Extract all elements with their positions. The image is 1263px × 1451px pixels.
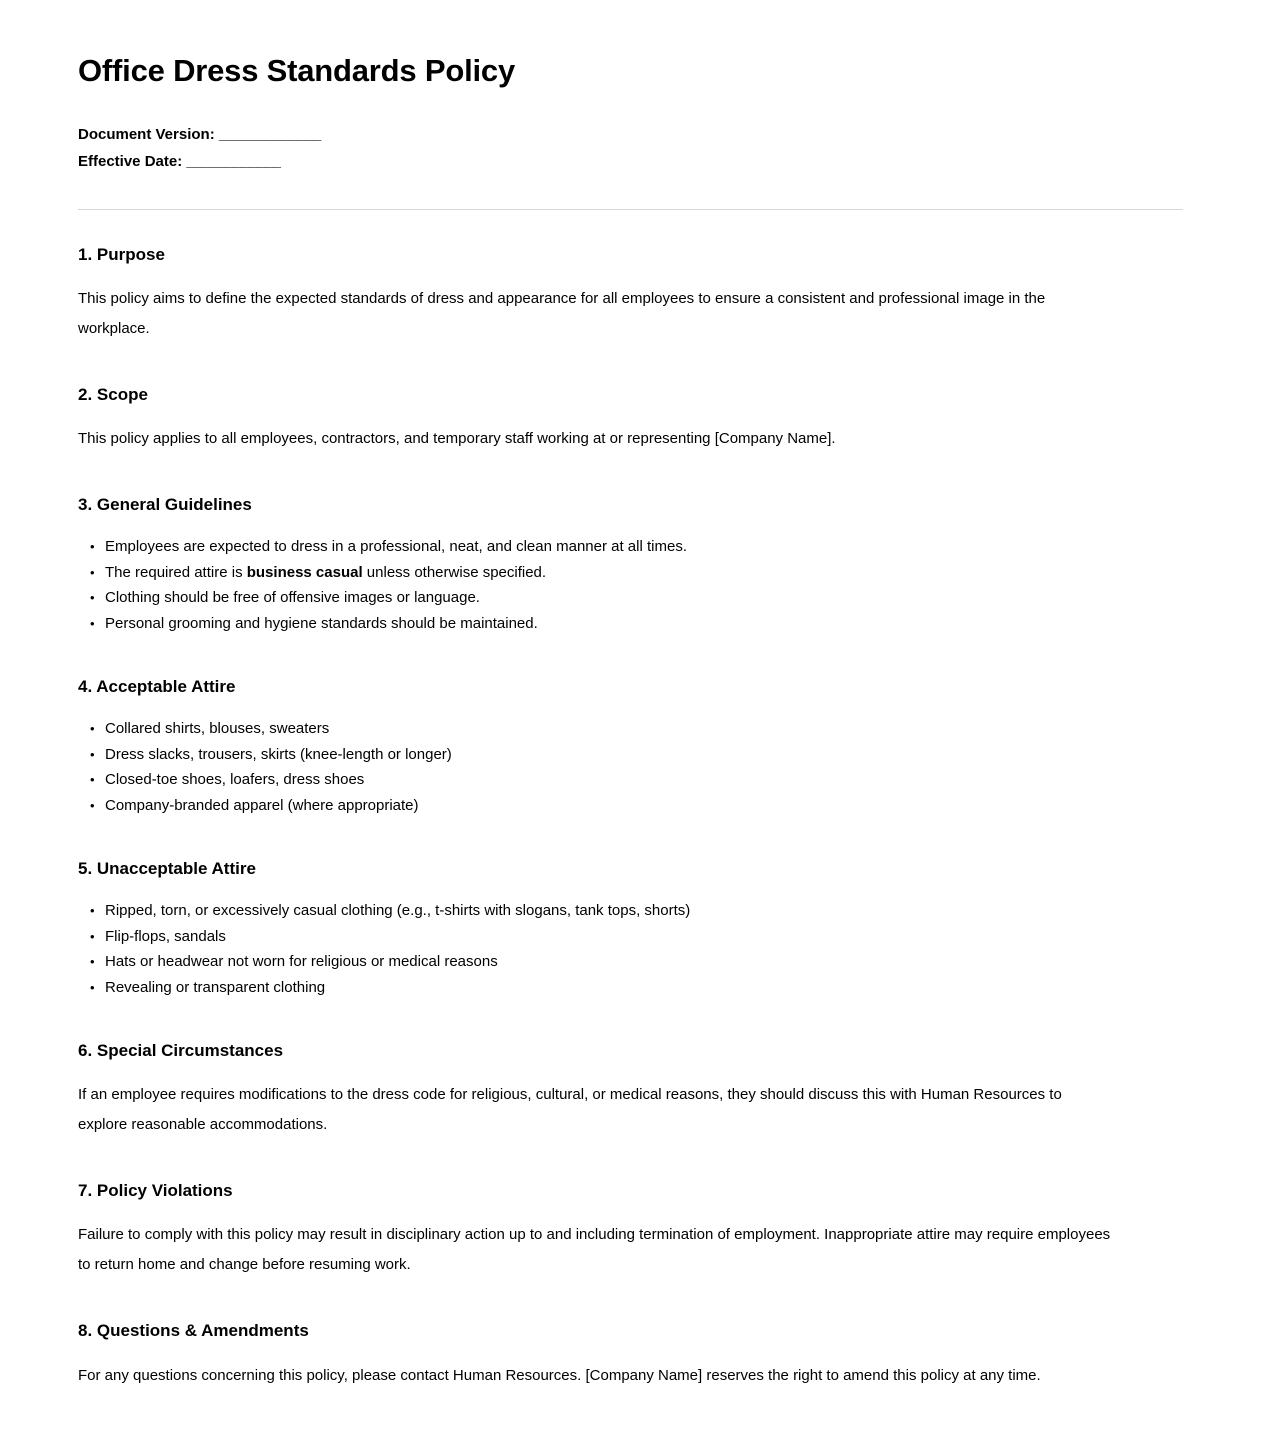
list-item: • Dress slacks, trousers, skirts (knee-length or longer) xyxy=(78,742,1113,768)
section-paragraph-policy-violations: Failure to comply with this policy may result in disciplinary action up to and including termination of employment. Inappropriate attire may require employees to return home and change before resuming work. xyxy=(78,1226,1111,1274)
section-heading-scope: 2. Scope xyxy=(78,384,148,404)
list-item: • Hats or headwear not worn for religious or medical reasons xyxy=(78,949,1113,975)
section-paragraph-questions-amendments: For any questions concerning this policy, please contact Human Resources. [Company Name] reserves the right to amend this policy at any time. xyxy=(78,1366,1041,1384)
section-heading-acceptable-attire: 4. Acceptable Attire xyxy=(78,677,236,697)
page-title: Office Dress Standards Policy xyxy=(78,53,515,88)
list-item: • Revealing or transparent clothing xyxy=(78,975,1113,1001)
document-metadata xyxy=(78,121,1183,175)
metadata-label-effective-date: Effective Date: xyxy=(78,152,183,170)
section-paragraph-special-circumstances: If an employee requires modifications to the dress code for religious, cultural, or medical reasons, they should discuss this with Human Resources to explore reasonable accommodations. xyxy=(78,1086,1062,1134)
section-questions-amendments xyxy=(78,1320,1183,1390)
list-acceptable-attire xyxy=(78,716,1113,818)
metadata-row-document-version xyxy=(78,121,1183,148)
list-item: • Collared shirts, blouses, sweaters xyxy=(78,716,1113,742)
section-special-circumstances xyxy=(78,1040,1183,1140)
section-heading-general-guidelines: 3. General Guidelines xyxy=(78,494,252,514)
list-item: • Company-branded apparel (where appropriate) xyxy=(78,793,1113,819)
list-item: • Flip-flops, sandals xyxy=(78,924,1113,950)
list-item: • Employees are expected to dress in a professional, neat, and clean manner at all times. xyxy=(78,534,1113,560)
metadata-blank-effective-date[interactable]: ____________ xyxy=(186,152,281,170)
section-purpose xyxy=(78,244,1183,344)
header-divider xyxy=(78,209,1183,210)
section-general-guidelines xyxy=(78,494,1183,636)
metadata-label-document-version: Document Version: xyxy=(78,125,215,143)
list-item: • Closed-toe shoes, loafers, dress shoes xyxy=(78,767,1113,793)
list-item-text-after: unless otherwise specified. xyxy=(362,563,547,581)
metadata-row-effective-date xyxy=(78,148,1183,175)
section-paragraph-scope: This policy applies to all employees, contractors, and temporary staff working at or representing [Company Name]. xyxy=(78,429,836,447)
list-item: • Clothing should be free of offensive images or language. xyxy=(78,585,1113,611)
section-unacceptable-attire xyxy=(78,858,1183,1000)
section-heading-purpose: 1. Purpose xyxy=(78,244,165,264)
section-heading-policy-violations: 7. Policy Violations xyxy=(78,1181,233,1201)
section-heading-special-circumstances: 6. Special Circumstances xyxy=(78,1041,284,1061)
list-item-text-before: The required attire is xyxy=(105,563,247,581)
list-item-text-emphasis: business casual xyxy=(246,563,363,581)
section-heading-unacceptable-attire: 5. Unacceptable Attire xyxy=(78,859,256,879)
section-paragraph-purpose: This policy aims to define the expected standards of dress and appearance for all employees to ensure a consistent and professional image in the workplace. xyxy=(78,289,1046,337)
metadata-blank-document-version[interactable]: _____________ xyxy=(218,125,321,143)
list-unacceptable-attire xyxy=(78,898,1113,1000)
section-policy-violations xyxy=(78,1180,1183,1280)
list-general-guidelines xyxy=(78,534,1113,636)
list-item xyxy=(78,560,1113,586)
list-item: • Personal grooming and hygiene standards should be maintained. xyxy=(78,611,1113,637)
section-acceptable-attire xyxy=(78,676,1183,818)
list-item: • Ripped, torn, or excessively casual clothing (e.g., t-shirts with slogans, tank tops, shorts) xyxy=(78,898,1113,924)
section-scope xyxy=(78,384,1183,454)
section-heading-questions-amendments: 8. Questions & Amendments xyxy=(78,1321,309,1341)
